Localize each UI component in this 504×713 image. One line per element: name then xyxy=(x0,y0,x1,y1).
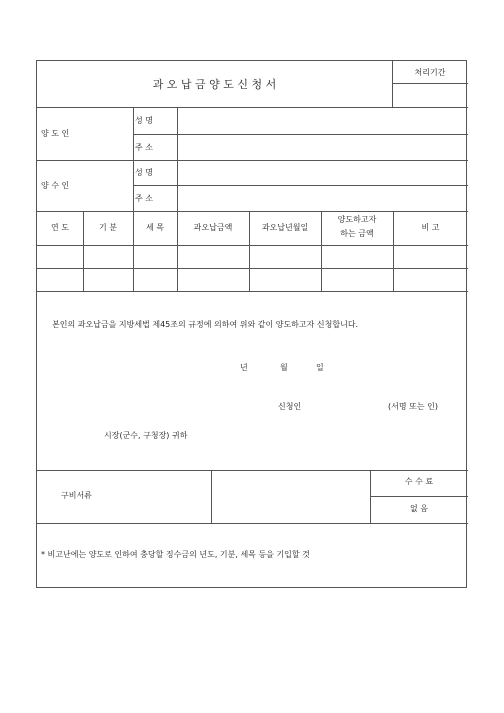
transferee-address-label: 주 소 xyxy=(135,194,153,203)
header-tax-item: 세 목 xyxy=(146,223,164,232)
divider xyxy=(37,470,468,471)
transferor-name-label: 성 명 xyxy=(135,116,153,125)
form-title: 과 오 납 금 양 도 신 청 서 xyxy=(152,78,277,91)
header-period: 기 분 xyxy=(99,223,117,232)
divider xyxy=(133,134,468,135)
divider xyxy=(392,83,468,84)
divider xyxy=(37,268,468,269)
application-form xyxy=(36,60,467,588)
header-remarks: 비 고 xyxy=(421,223,440,232)
header-year: 연 도 xyxy=(51,223,69,232)
required-docs-label: 구비서류 xyxy=(61,491,92,500)
date-month: 월 xyxy=(280,363,288,372)
header-transfer-amount-line1: 양도하고자 xyxy=(337,215,377,224)
applicant-label: 신청인 xyxy=(278,402,302,411)
divider xyxy=(177,107,178,211)
header-overpaid-date: 과오납년월일 xyxy=(261,223,309,232)
transferor-address-label: 주 소 xyxy=(135,143,153,152)
divider xyxy=(37,291,468,292)
divider xyxy=(211,470,212,523)
date-day: 일 xyxy=(316,363,324,372)
transferor-label: 양 도 인 xyxy=(41,129,70,138)
divider xyxy=(37,160,468,161)
divider xyxy=(133,185,468,186)
header-transfer-amount-line2: 하는 금액 xyxy=(340,229,374,238)
divider xyxy=(133,107,134,211)
addressee-text: 시장(군수, 구청장) 귀하 xyxy=(104,431,188,440)
date-year: 년 xyxy=(240,363,248,372)
divider xyxy=(37,523,468,524)
processing-period-label: 처리기간 xyxy=(414,68,446,77)
header-overpaid-amount: 과오납금액 xyxy=(193,223,233,232)
divider xyxy=(37,211,468,212)
fee-value: 없 음 xyxy=(410,504,428,513)
statement-text: 본인의 과오납금을 지방세법 제45조의 규정에 의하여 위와 같이 양도하고자 신청합니다. xyxy=(52,320,359,329)
transferee-label: 양 수 인 xyxy=(41,181,70,190)
divider xyxy=(370,496,468,497)
fee-label: 수 수 료 xyxy=(404,477,434,486)
footnote: * 비고난에는 양도로 인하여 충당할 징수금의 년도, 기분, 세목 등을 기입할 것 xyxy=(41,550,310,559)
signature-note: (서명 또는 인) xyxy=(388,402,438,411)
divider xyxy=(37,245,468,246)
divider xyxy=(37,107,468,108)
transferee-name-label: 성 명 xyxy=(135,168,153,177)
